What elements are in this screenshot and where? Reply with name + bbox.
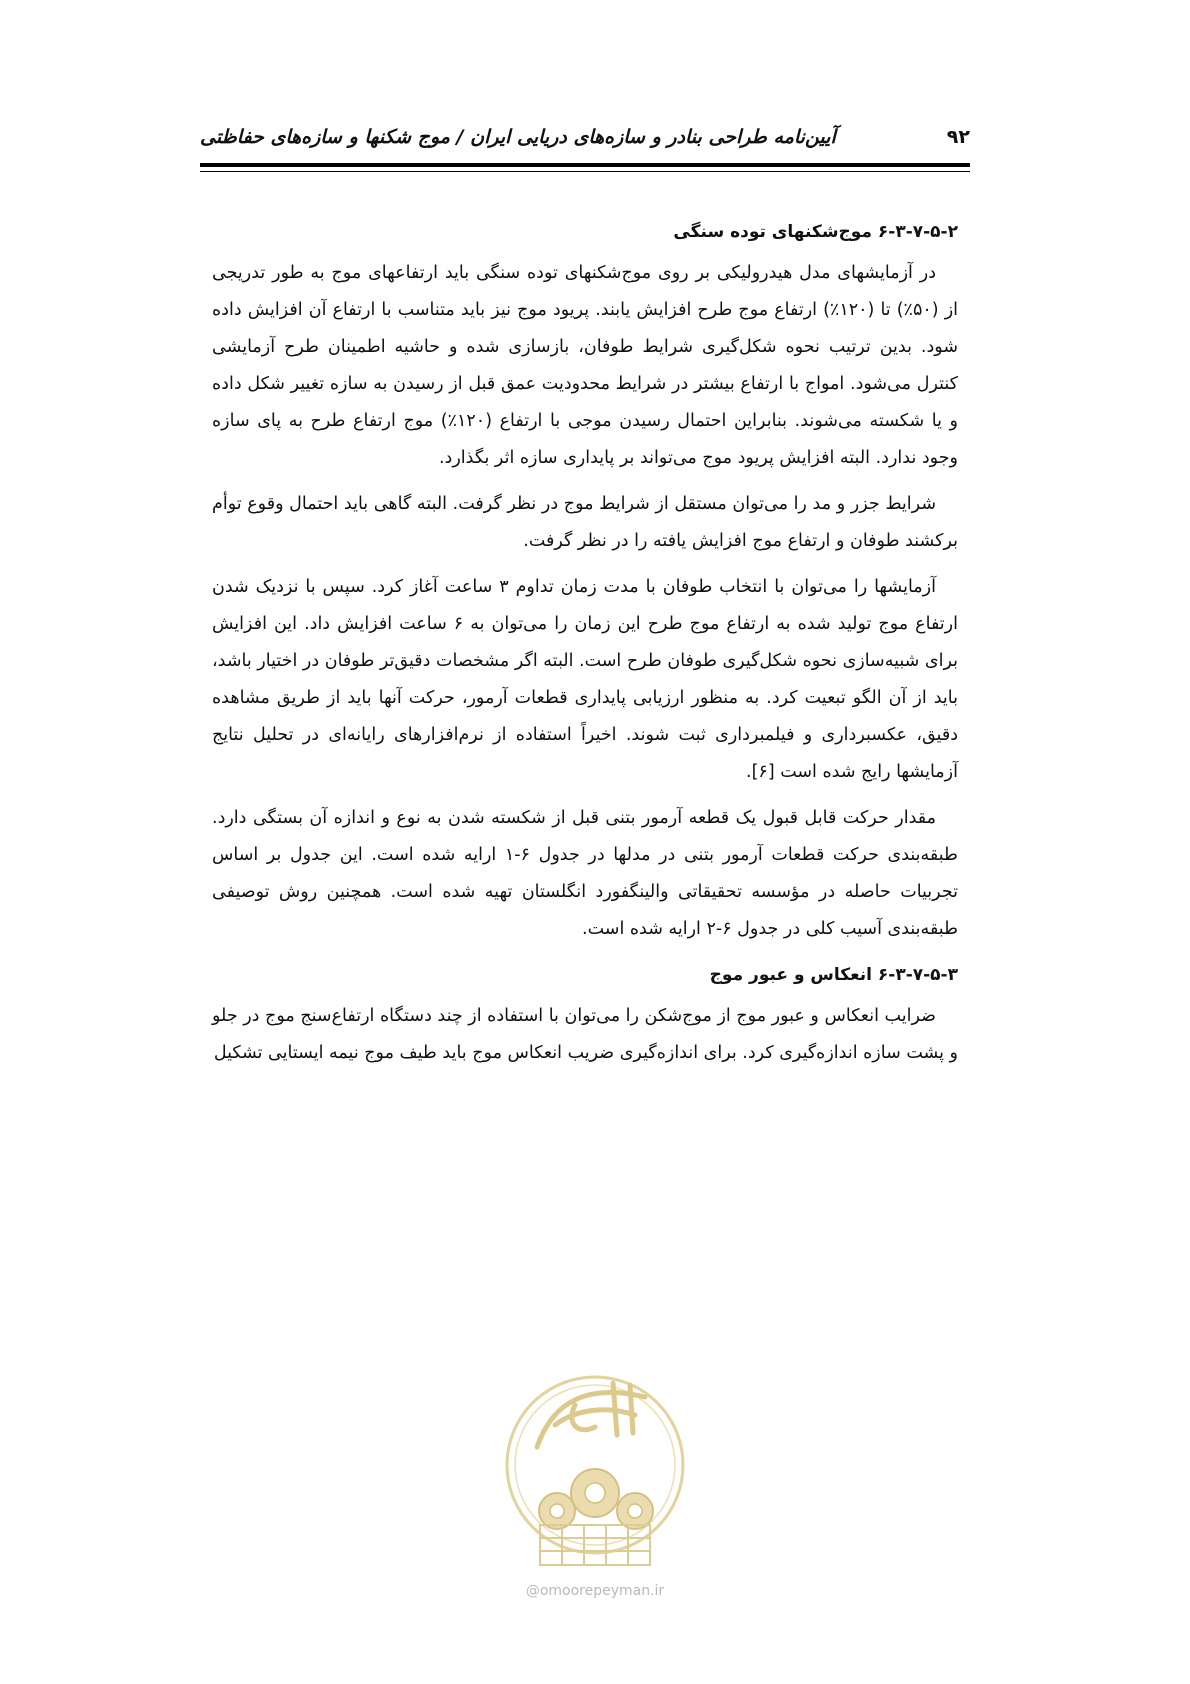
section-heading-rubble-mound: ۶-۳-۷-۵-۲ موج‌شکنهای توده سنگی [673, 222, 958, 242]
body-content [212, 214, 958, 1081]
running-header [200, 126, 970, 156]
watermark-seal-icon [485, 1355, 705, 1605]
paragraph: آزمایشها را می‌توان با انتخاب طوفان با مدت زمان تداوم ۳ ساعت آغاز کرد. سپس با نزدیک شدن ارتفاع موج تولید شده به ارتفاع موج طرح این زمان را می‌توان به ۶ ساعت افزایش داد. این افزایش برای شبیه‌سازی نحوه شکل‌گیری طوفان طرح است. البته اگر مشخصات دقیق‌تر طوفان در اختیار باشد، باید از آن الگو تبعیت کرد. به منظور ارزیابی پایداری قطعات آرمور، حرکت آنها باید از طریق مشاهده دقیق، عکسبرداری و فیلمبرداری ثبت شوند. اخیراً استفاده از نرم‌افزارهای رایانه‌ای در تحلیل نتایج آزمایشها رایج شده است [۶]. [212, 577, 958, 782]
paragraph: ضرایب انعکاس و عبور موج از موج‌شکن را می‌توان با استفاده از چند دستگاه ارتفاع‌سنج موج در جلو و پشت سازه اندازه‌گیری کرد. برای اندازه‌گیری ضریب انعکاس موج باید طیف موج نیمه ایستایی تشکیل [212, 1006, 958, 1063]
paragraph: در آزمایشهای مدل هیدرولیکی بر روی موج‌شکنهای توده سنگی باید ارتفاعهای موج به طور تدریجی از (۵۰٪) تا (۱۲۰٪) ارتفاع موج طرح افزایش یابند. پریود موج نیز باید متناسب با ارتفاع آن افزایش داده شود. بدین ترتیب نحوه شکل‌گیری شرایط طوفان، بازسازی شده و حاشیه اطمینان طرح آزمایشی کنترل می‌شود. امواج با ارتفاع بیشتر در شرایط محدودیت عمق قبل از رسیدن به سازه تغییر شکل داده و یا شکسته می‌شوند. بنابراین احتمال رسیدن موجی با ارتفاع (۱۲۰٪) موج ارتفاع طرح به پای سازه وجود ندارد. البته افزایش پریود موج می‌تواند بر پایداری سازه اثر بگذارد. [212, 263, 959, 468]
page-number: ۹۲ [946, 126, 970, 148]
header-rule-thin [200, 171, 970, 172]
header-rule-thick [200, 163, 970, 167]
paragraph: مقدار حرکت قابل قبول یک قطعه آرمور بتنی قبل از شکسته شدن به نوع و اندازه آن بستگی دارد. طبقه‌بندی حرکت قطعات آرمور بتنی در مدلها در جدول ۶-۱ ارایه شده است. این جدول بر اساس تجربیات حاصله در مؤسسه تحقیقاتی والینگفورد انگلستان تهیه شده است. همچنین روش توصیفی طبقه‌بندی آسیب کلی در جدول ۶-۲ ارایه شده است. [212, 808, 958, 939]
watermark-url: @omoorepeyman.ir [525, 1583, 665, 1599]
paragraph: شرایط جزر و مد را می‌توان مستقل از شرایط موج در نظر گرفت. البته گاهی باید احتمال وقوع توأم برکشند طوفان و ارتفاع موج افزایش یافته را در نظر گرفت. [212, 494, 958, 551]
section-heading-reflection: ۶-۳-۷-۵-۳ انعکاس و عبور موج [709, 965, 958, 985]
header-title: آیین‌نامه طراحی بنادر و سازه‌های دریایی ایران / موج شکنها و سازه‌های حفاظتی [200, 126, 836, 148]
